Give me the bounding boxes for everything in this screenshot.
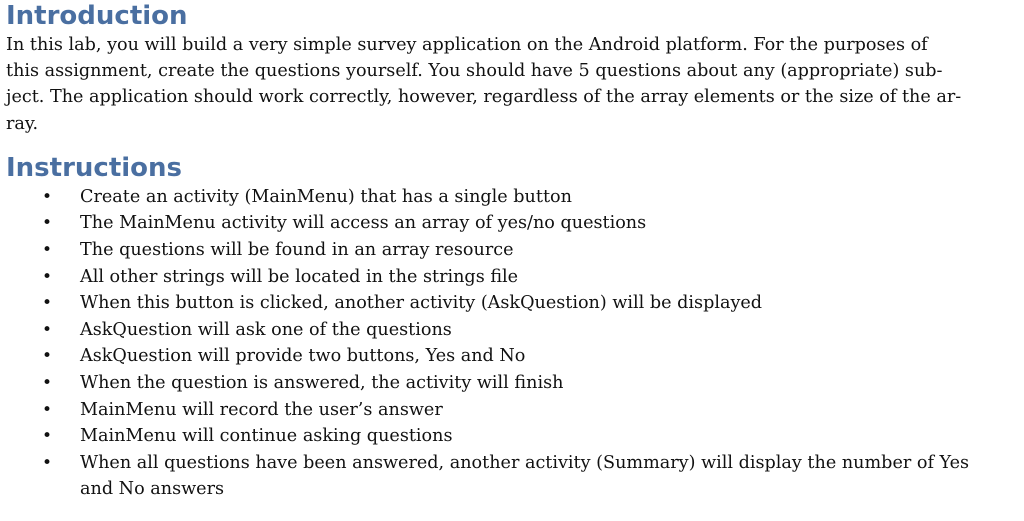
list-item-text: All other strings will be located in the strings file <box>80 266 519 287</box>
bullet-icon: • <box>42 293 53 314</box>
paragraph-line: this assignment, create the questions yourself. You should have 5 questions about any (appropriate) sub- <box>6 61 943 82</box>
instructions-list <box>6 184 1016 503</box>
bullet-icon: • <box>42 452 53 473</box>
list-item-text: AskQuestion will ask one of the questions <box>80 319 452 340</box>
bullet-icon: • <box>42 399 53 420</box>
list-item <box>6 370 970 397</box>
bullet-icon: • <box>42 319 53 340</box>
list-item <box>6 184 970 211</box>
document-page <box>6 0 1016 503</box>
list-item-text: MainMenu will record the user’s answer <box>80 399 443 420</box>
introduction-paragraph <box>6 32 991 137</box>
bullet-icon: • <box>42 426 53 447</box>
list-item <box>6 423 970 450</box>
list-item-text: MainMenu will continue asking questions <box>80 426 453 447</box>
bullet-icon: • <box>42 346 53 367</box>
list-item <box>6 397 970 424</box>
paragraph-line: ray. <box>6 113 39 134</box>
list-item-text: The questions will be found in an array resource <box>80 240 514 260</box>
introduction-heading: Introduction <box>6 1 188 31</box>
list-item-text: AskQuestion will provide two buttons, Yes and No <box>80 346 526 367</box>
list-item-text: Create an activity (MainMenu) that has a single button <box>80 186 572 207</box>
bullet-icon: • <box>42 240 53 260</box>
instructions-heading: Instructions <box>6 152 183 183</box>
list-item <box>6 450 970 503</box>
bullet-icon: • <box>42 186 53 207</box>
list-item-text: When all questions have been answered, another activity (Summary) will display the number of Yes and No answers <box>80 452 970 500</box>
list-item <box>6 210 970 237</box>
paragraph-line: ject. The application should work correctly, however, regardless of the array elements or the size of the ar- <box>6 87 962 108</box>
list-item <box>6 317 970 344</box>
list-item <box>6 290 970 317</box>
list-item-text: When the question is answered, the activity will finish <box>80 372 564 393</box>
list-item-text: When this button is clicked, another activity (AskQuestion) will be displayed <box>80 293 763 314</box>
paragraph-line: In this lab, you will build a very simple survey application on the Android platform. For the purposes of <box>6 35 928 55</box>
bullet-icon: • <box>42 372 53 393</box>
list-item <box>6 237 970 264</box>
list-item <box>6 343 970 370</box>
bullet-icon: • <box>42 213 53 234</box>
list-item <box>6 264 970 291</box>
bullet-icon: • <box>42 266 53 287</box>
list-item-text: The MainMenu activity will access an array of yes/no questions <box>80 213 647 234</box>
